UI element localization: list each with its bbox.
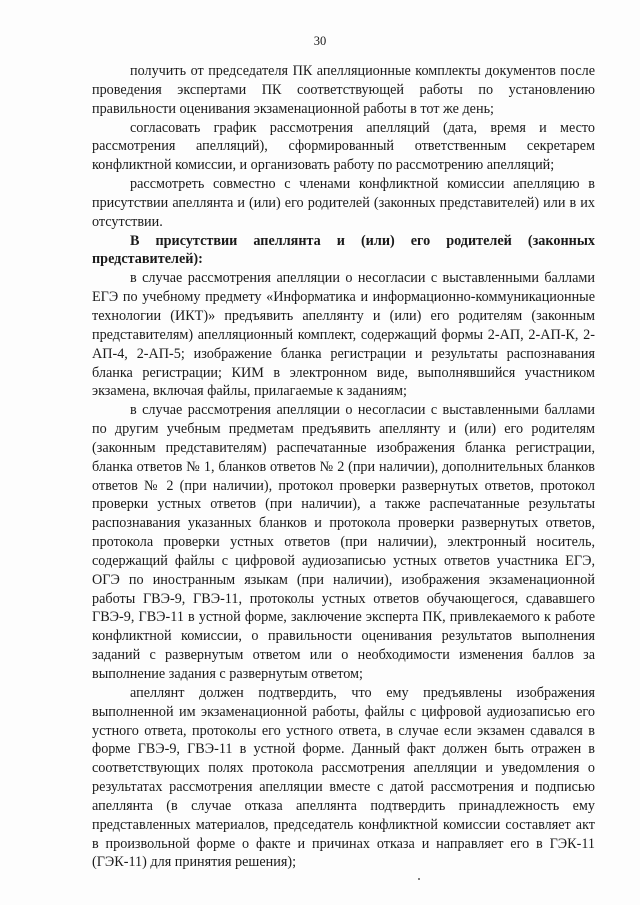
document-body: [92, 62, 595, 872]
paragraph-appellant-confirmation: апеллянт должен подтвердить, что ему предъявлены изображения выполненной им экзаменационной работы, файлы с цифровой аудиозаписью его устного ответа, протоколы его устного ответа, в случае если экзамен сдавался в форме ГВЭ-9, ГВЭ-11 в устной форме. Данный факт должен быть отражен в соответствующих полях протокола рассмотрения апелляции и уведомления о результатах рассмотрения апелляции вместе с датой рассмотрения и подписью апеллянта (в случае отказа апеллянта подтвердить принадлежность ему представленных материалов, председатель конфликтной комиссии составляет акт в произвольной форме о факте и причинах отказа и направляет его в ГЭК-11 (ГЭК-11) для принятия решения);: [92, 684, 595, 871]
section-heading-in-presence: В присутствии апеллянта и (или) его родителей (законных представителей):: [92, 232, 595, 268]
paragraph-get-appeal-kits: получить от председателя ПК апелляционные комплекты документов после проведения экспертами ПК соответствующей работы по установлению правильности оценивания экзаменационной работы в тот же день;: [92, 63, 595, 117]
paragraph-consider-appeal: рассмотреть совместно с членами конфликтной комиссии апелляцию в присутствии апеллянта и (или) его родителей (законных представителей) или в их отсутствии.: [92, 176, 595, 230]
paragraph-agree-schedule: согласовать график рассмотрения апелляций (дата, время и место рассмотрения апелляций), сформированный ответственным секретарем конфликтной комиссии, и организовать работу по рассмотрению апелляций;: [92, 119, 595, 174]
scan-speck: [418, 878, 420, 880]
paragraph-other-subjects-appeal: в случае рассмотрения апелляции о несогласии с выставленными баллами по другим учебным предметам предъявить апеллянту и (или) его родителям (законным представителям) распечатанные изображения бланка регистрации, бланка ответов № 1, бланков ответов № 2 (при наличии), дополнительных бланков ответов № 2 (при наличии), протокол проверки развернутых ответов, протокол проверки устных ответов (при наличии), а также распечатанные результаты распознавания указанных бланков и протокола проверки развернутых ответов, протокола проверки устных ответов (при наличии), электронный носитель, содержащий файлы с цифровой аудиозаписью устных ответов участника ЕГЭ, ОГЭ по иностранным языкам (при наличии), изображения экзаменационной работы ГВЭ-9, ГВЭ-11, протоколы устных ответов обучающегося, сдававшего ГВЭ-9, ГВЭ-11 в устной форме, заключение эксперта ПК, привлекаемого к работе конфликтной комиссии, о правильности оценивания результатов выполнения заданий с развернутым ответом или о необходимости изменения баллов за выполнение задания с развернутым ответом;: [92, 402, 595, 682]
page-number: 30: [313, 34, 327, 48]
paragraph-ege-informatics-appeal: в случае рассмотрения апелляции о несогласии с выставленными баллами ЕГЭ по учебному предмету «Информатика и информационно-коммуникационные технологии (ИКТ)» предъявить апеллянту и (или) его родителям (законным представителям) апелляционный комплект, содержащий формы 2-АП, 2-АП-К, 2-АП-4, 2-АП-5; изображение бланка регистрации и результаты распознавания бланка регистрации; КИМ в электронном виде, выполнявшийся участником экзамена, включая файлы, прилагаемые к заданиям;: [92, 270, 595, 400]
